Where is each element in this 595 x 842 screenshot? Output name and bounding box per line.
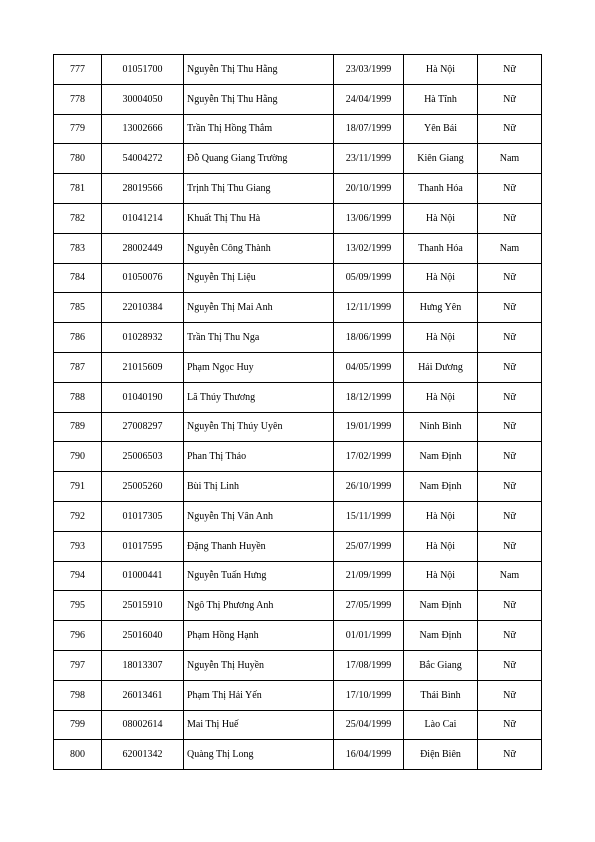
candidate-code-cell: 30004050 bbox=[102, 84, 184, 114]
birth-date-cell: 13/06/1999 bbox=[334, 203, 404, 233]
birthplace-cell: Hà Nội bbox=[404, 561, 478, 591]
full-name-cell: Đỗ Quang Giang Trường bbox=[184, 144, 334, 174]
gender-cell: Nữ bbox=[478, 531, 542, 561]
birthplace-cell: Hà Nội bbox=[404, 203, 478, 233]
candidate-code-cell: 01028932 bbox=[102, 323, 184, 353]
candidate-code-cell: 27008297 bbox=[102, 412, 184, 442]
candidate-code-cell: 01017305 bbox=[102, 501, 184, 531]
full-name-cell: Nguyễn Thị Huyền bbox=[184, 650, 334, 680]
candidate-code-cell: 21015609 bbox=[102, 352, 184, 382]
row-number-cell: 796 bbox=[54, 621, 102, 651]
table-row bbox=[54, 412, 542, 442]
birth-date-cell: 26/10/1999 bbox=[334, 472, 404, 502]
table-row bbox=[54, 174, 542, 204]
birth-date-cell: 05/09/1999 bbox=[334, 263, 404, 293]
birth-date-cell: 18/06/1999 bbox=[334, 323, 404, 353]
full-name-cell: Trần Thị Hồng Thắm bbox=[184, 114, 334, 144]
row-number-cell: 781 bbox=[54, 174, 102, 204]
birth-date-cell: 04/05/1999 bbox=[334, 352, 404, 382]
gender-cell: Nữ bbox=[478, 114, 542, 144]
candidate-code-cell: 01041214 bbox=[102, 203, 184, 233]
gender-cell: Nữ bbox=[478, 412, 542, 442]
gender-cell: Nữ bbox=[478, 352, 542, 382]
birthplace-cell: Lào Cai bbox=[404, 710, 478, 740]
row-number-cell: 784 bbox=[54, 263, 102, 293]
table-row bbox=[54, 203, 542, 233]
candidate-code-cell: 62001342 bbox=[102, 740, 184, 770]
full-name-cell: Nguyễn Công Thành bbox=[184, 233, 334, 263]
table-row bbox=[54, 591, 542, 621]
table-row bbox=[54, 84, 542, 114]
full-name-cell: Phạm Ngọc Huy bbox=[184, 352, 334, 382]
row-number-cell: 780 bbox=[54, 144, 102, 174]
candidate-code-cell: 54004272 bbox=[102, 144, 184, 174]
birth-date-cell: 13/02/1999 bbox=[334, 233, 404, 263]
birthplace-cell: Kiên Giang bbox=[404, 144, 478, 174]
gender-cell: Nam bbox=[478, 561, 542, 591]
birth-date-cell: 16/04/1999 bbox=[334, 740, 404, 770]
candidate-code-cell: 28019566 bbox=[102, 174, 184, 204]
table-row bbox=[54, 144, 542, 174]
birthplace-cell: Điện Biên bbox=[404, 740, 478, 770]
table-row bbox=[54, 680, 542, 710]
gender-cell: Nam bbox=[478, 233, 542, 263]
birthplace-cell: Yên Bái bbox=[404, 114, 478, 144]
birth-date-cell: 18/07/1999 bbox=[334, 114, 404, 144]
candidate-code-cell: 01000441 bbox=[102, 561, 184, 591]
birthplace-cell: Hà Nội bbox=[404, 263, 478, 293]
table-row bbox=[54, 382, 542, 412]
row-number-cell: 778 bbox=[54, 84, 102, 114]
row-number-cell: 788 bbox=[54, 382, 102, 412]
full-name-cell: Nguyễn Thị Liệu bbox=[184, 263, 334, 293]
birthplace-cell: Thanh Hóa bbox=[404, 233, 478, 263]
gender-cell: Nữ bbox=[478, 680, 542, 710]
birth-date-cell: 23/03/1999 bbox=[334, 55, 404, 85]
full-name-cell: Phan Thị Thảo bbox=[184, 442, 334, 472]
birth-date-cell: 17/10/1999 bbox=[334, 680, 404, 710]
table-row bbox=[54, 442, 542, 472]
full-name-cell: Bùi Thị Linh bbox=[184, 472, 334, 502]
birthplace-cell: Nam Định bbox=[404, 472, 478, 502]
birth-date-cell: 21/09/1999 bbox=[334, 561, 404, 591]
birth-date-cell: 17/08/1999 bbox=[334, 650, 404, 680]
full-name-cell: Nguyễn Thị Thúy Uyên bbox=[184, 412, 334, 442]
birthplace-cell: Hà Nội bbox=[404, 323, 478, 353]
table-body bbox=[54, 55, 542, 770]
gender-cell: Nữ bbox=[478, 84, 542, 114]
row-number-cell: 790 bbox=[54, 442, 102, 472]
row-number-cell: 783 bbox=[54, 233, 102, 263]
gender-cell: Nữ bbox=[478, 382, 542, 412]
table-row bbox=[54, 501, 542, 531]
row-number-cell: 779 bbox=[54, 114, 102, 144]
gender-cell: Nam bbox=[478, 144, 542, 174]
candidate-code-cell: 25015910 bbox=[102, 591, 184, 621]
table-row bbox=[54, 561, 542, 591]
candidate-code-cell: 22010384 bbox=[102, 293, 184, 323]
birthplace-cell: Hà Nội bbox=[404, 55, 478, 85]
birthplace-cell: Hải Dương bbox=[404, 352, 478, 382]
gender-cell: Nữ bbox=[478, 263, 542, 293]
table-row bbox=[54, 293, 542, 323]
birthplace-cell: Hà Tĩnh bbox=[404, 84, 478, 114]
table-row bbox=[54, 740, 542, 770]
birth-date-cell: 25/07/1999 bbox=[334, 531, 404, 561]
full-name-cell: Nguyễn Thị Thu Hằng bbox=[184, 55, 334, 85]
birth-date-cell: 18/12/1999 bbox=[334, 382, 404, 412]
birthplace-cell: Thanh Hóa bbox=[404, 174, 478, 204]
table-row bbox=[54, 621, 542, 651]
full-name-cell: Lã Thúy Thương bbox=[184, 382, 334, 412]
row-number-cell: 786 bbox=[54, 323, 102, 353]
row-number-cell: 792 bbox=[54, 501, 102, 531]
row-number-cell: 800 bbox=[54, 740, 102, 770]
birthplace-cell: Bắc Giang bbox=[404, 650, 478, 680]
birthplace-cell: Thái Bình bbox=[404, 680, 478, 710]
birth-date-cell: 20/10/1999 bbox=[334, 174, 404, 204]
birth-date-cell: 27/05/1999 bbox=[334, 591, 404, 621]
row-number-cell: 794 bbox=[54, 561, 102, 591]
candidate-code-cell: 18013307 bbox=[102, 650, 184, 680]
student-table bbox=[53, 54, 542, 770]
birth-date-cell: 19/01/1999 bbox=[334, 412, 404, 442]
candidate-code-cell: 01051700 bbox=[102, 55, 184, 85]
full-name-cell: Trịnh Thị Thu Giang bbox=[184, 174, 334, 204]
full-name-cell: Nguyễn Thị Vân Anh bbox=[184, 501, 334, 531]
full-name-cell: Phạm Hồng Hạnh bbox=[184, 621, 334, 651]
table-row bbox=[54, 323, 542, 353]
gender-cell: Nữ bbox=[478, 293, 542, 323]
table-row bbox=[54, 352, 542, 382]
candidate-code-cell: 01050076 bbox=[102, 263, 184, 293]
row-number-cell: 793 bbox=[54, 531, 102, 561]
full-name-cell: Nguyễn Thị Mai Anh bbox=[184, 293, 334, 323]
full-name-cell: Quàng Thị Long bbox=[184, 740, 334, 770]
gender-cell: Nữ bbox=[478, 501, 542, 531]
full-name-cell: Mai Thị Huế bbox=[184, 710, 334, 740]
row-number-cell: 795 bbox=[54, 591, 102, 621]
gender-cell: Nữ bbox=[478, 591, 542, 621]
full-name-cell: Nguyễn Tuấn Hưng bbox=[184, 561, 334, 591]
birth-date-cell: 25/04/1999 bbox=[334, 710, 404, 740]
row-number-cell: 798 bbox=[54, 680, 102, 710]
birthplace-cell: Ninh Bình bbox=[404, 412, 478, 442]
table-row bbox=[54, 263, 542, 293]
candidate-code-cell: 01017595 bbox=[102, 531, 184, 561]
table-row bbox=[54, 114, 542, 144]
table-row bbox=[54, 531, 542, 561]
candidate-code-cell: 25005260 bbox=[102, 472, 184, 502]
birthplace-cell: Hà Nội bbox=[404, 531, 478, 561]
row-number-cell: 799 bbox=[54, 710, 102, 740]
row-number-cell: 785 bbox=[54, 293, 102, 323]
birth-date-cell: 23/11/1999 bbox=[334, 144, 404, 174]
gender-cell: Nữ bbox=[478, 203, 542, 233]
candidate-code-cell: 13002666 bbox=[102, 114, 184, 144]
candidate-code-cell: 08002614 bbox=[102, 710, 184, 740]
full-name-cell: Ngô Thị Phương Anh bbox=[184, 591, 334, 621]
gender-cell: Nữ bbox=[478, 710, 542, 740]
birth-date-cell: 24/04/1999 bbox=[334, 84, 404, 114]
gender-cell: Nữ bbox=[478, 442, 542, 472]
birth-date-cell: 12/11/1999 bbox=[334, 293, 404, 323]
row-number-cell: 789 bbox=[54, 412, 102, 442]
candidate-code-cell: 01040190 bbox=[102, 382, 184, 412]
row-number-cell: 787 bbox=[54, 352, 102, 382]
birthplace-cell: Hưng Yên bbox=[404, 293, 478, 323]
gender-cell: Nữ bbox=[478, 174, 542, 204]
birth-date-cell: 17/02/1999 bbox=[334, 442, 404, 472]
birth-date-cell: 01/01/1999 bbox=[334, 621, 404, 651]
row-number-cell: 777 bbox=[54, 55, 102, 85]
birthplace-cell: Nam Định bbox=[404, 591, 478, 621]
table-row bbox=[54, 472, 542, 502]
full-name-cell: Khuất Thị Thu Hà bbox=[184, 203, 334, 233]
gender-cell: Nữ bbox=[478, 323, 542, 353]
full-name-cell: Phạm Thị Hải Yến bbox=[184, 680, 334, 710]
row-number-cell: 797 bbox=[54, 650, 102, 680]
full-name-cell: Nguyễn Thị Thu Hằng bbox=[184, 84, 334, 114]
candidate-code-cell: 25006503 bbox=[102, 442, 184, 472]
birth-date-cell: 15/11/1999 bbox=[334, 501, 404, 531]
gender-cell: Nữ bbox=[478, 472, 542, 502]
gender-cell: Nữ bbox=[478, 55, 542, 85]
full-name-cell: Trần Thị Thu Nga bbox=[184, 323, 334, 353]
gender-cell: Nữ bbox=[478, 621, 542, 651]
full-name-cell: Đặng Thanh Huyền bbox=[184, 531, 334, 561]
gender-cell: Nữ bbox=[478, 740, 542, 770]
table-row bbox=[54, 55, 542, 85]
birthplace-cell: Hà Nội bbox=[404, 382, 478, 412]
row-number-cell: 782 bbox=[54, 203, 102, 233]
row-number-cell: 791 bbox=[54, 472, 102, 502]
candidate-code-cell: 28002449 bbox=[102, 233, 184, 263]
table-row bbox=[54, 710, 542, 740]
birthplace-cell: Nam Định bbox=[404, 442, 478, 472]
candidate-code-cell: 25016040 bbox=[102, 621, 184, 651]
birthplace-cell: Nam Định bbox=[404, 621, 478, 651]
birthplace-cell: Hà Nội bbox=[404, 501, 478, 531]
table-row bbox=[54, 650, 542, 680]
candidate-code-cell: 26013461 bbox=[102, 680, 184, 710]
gender-cell: Nữ bbox=[478, 650, 542, 680]
table-row bbox=[54, 233, 542, 263]
